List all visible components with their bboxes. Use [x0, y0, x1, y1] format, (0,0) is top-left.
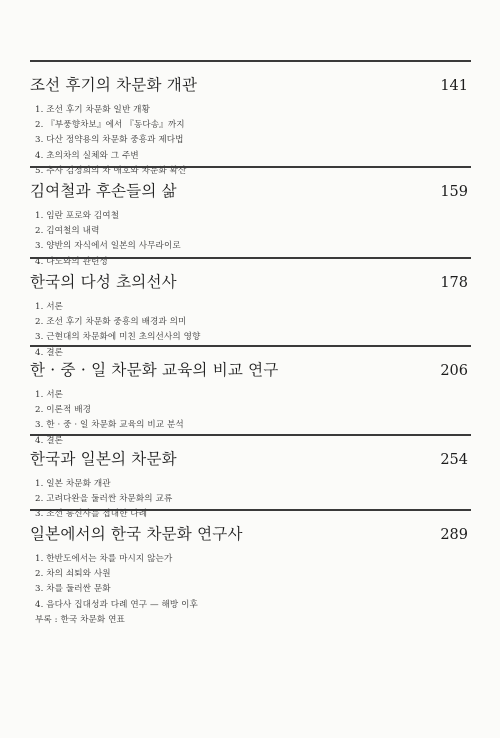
section-page-number: 289: [440, 527, 468, 543]
section-header: [30, 358, 471, 380]
section-page-number: 141: [440, 78, 468, 94]
list-item: 1. 조선 후기 차문화 일반 개황: [35, 105, 150, 115]
section-title: 일본에서의 한국 차문화 연구사: [30, 525, 243, 543]
list-item: 3. 조선 통신사를 접대한 다례: [35, 509, 148, 520]
section-page-number: 254: [440, 452, 468, 468]
list-item: 3. 양반의 자식에서 일본의 사무라이로: [35, 241, 181, 252]
list-item: 부록 : 한국 차문화 연표: [35, 614, 125, 625]
section-title: 한 · 중 · 일 차문화 교육의 비교 연구: [30, 361, 279, 379]
toc-section-1: [30, 60, 471, 179]
list-item: 2. 『부풍향차보』에서 『동다송』까지: [35, 120, 185, 131]
list-item: 1. 일본 차문화 개관: [35, 479, 111, 489]
list-item: 4. 결론: [35, 347, 64, 358]
list-item: 2. 차의 쇠퇴와 사원: [35, 569, 111, 580]
list-item: 1. 서론: [35, 390, 64, 400]
list-item: 2. 이론적 배경: [35, 405, 92, 416]
section-title: 한국과 일본의 차문화: [30, 450, 177, 468]
section-page-number: 178: [440, 275, 468, 291]
list-item: 4. 초의차의 실체와 그 주변: [35, 150, 139, 161]
list-item: 3. 차를 둘러싼 문화: [35, 584, 111, 595]
list-item: 4. 결론: [35, 435, 64, 446]
toc-section-2: [30, 166, 471, 270]
list-item: 3. 한 · 중 · 일 차문화 교육의 비교 분석: [35, 420, 184, 431]
list-item: 2. 고려다완을 둘러싼 차문화의 교류: [35, 494, 173, 505]
list-item: 2. 조선 후기 차문화 중흥의 배경과 의미: [35, 317, 187, 328]
list-item: 4. 다도와의 관련성: [35, 256, 108, 267]
section-page-number: 159: [440, 184, 468, 200]
section-header: [30, 522, 471, 544]
toc-section-6: [30, 509, 471, 628]
list-item: 1. 한반도에서는 차를 마시지 않는가: [35, 554, 173, 564]
list-item: 3. 근현대의 차문화에 미친 초의선사의 영향: [35, 332, 201, 343]
section-title: 한국의 다성 초의선사: [30, 273, 177, 291]
section-title: 김여철과 후손들의 삶: [30, 182, 177, 200]
section-header: [30, 270, 471, 292]
section-header: [30, 179, 471, 201]
section-header: [30, 73, 471, 95]
section-item-list: [35, 552, 471, 628]
section-header: [30, 447, 471, 469]
list-item: 1. 서론: [35, 302, 64, 312]
list-item: 3. 다산 정약용의 차문화 중흥과 제다법: [35, 135, 184, 146]
list-item: 5. 추사 김정희의 차 애호와 차문화 확산: [35, 165, 187, 176]
list-item: 2. 김여철의 내력: [35, 226, 100, 237]
section-page-number: 206: [440, 363, 468, 379]
section-title: 조선 후기의 차문화 개관: [30, 76, 198, 94]
list-item: 4. 음다사 집대성과 다례 연구 — 해방 이후: [35, 599, 198, 610]
list-item: 1. 임란 포로와 김여철: [35, 211, 120, 221]
